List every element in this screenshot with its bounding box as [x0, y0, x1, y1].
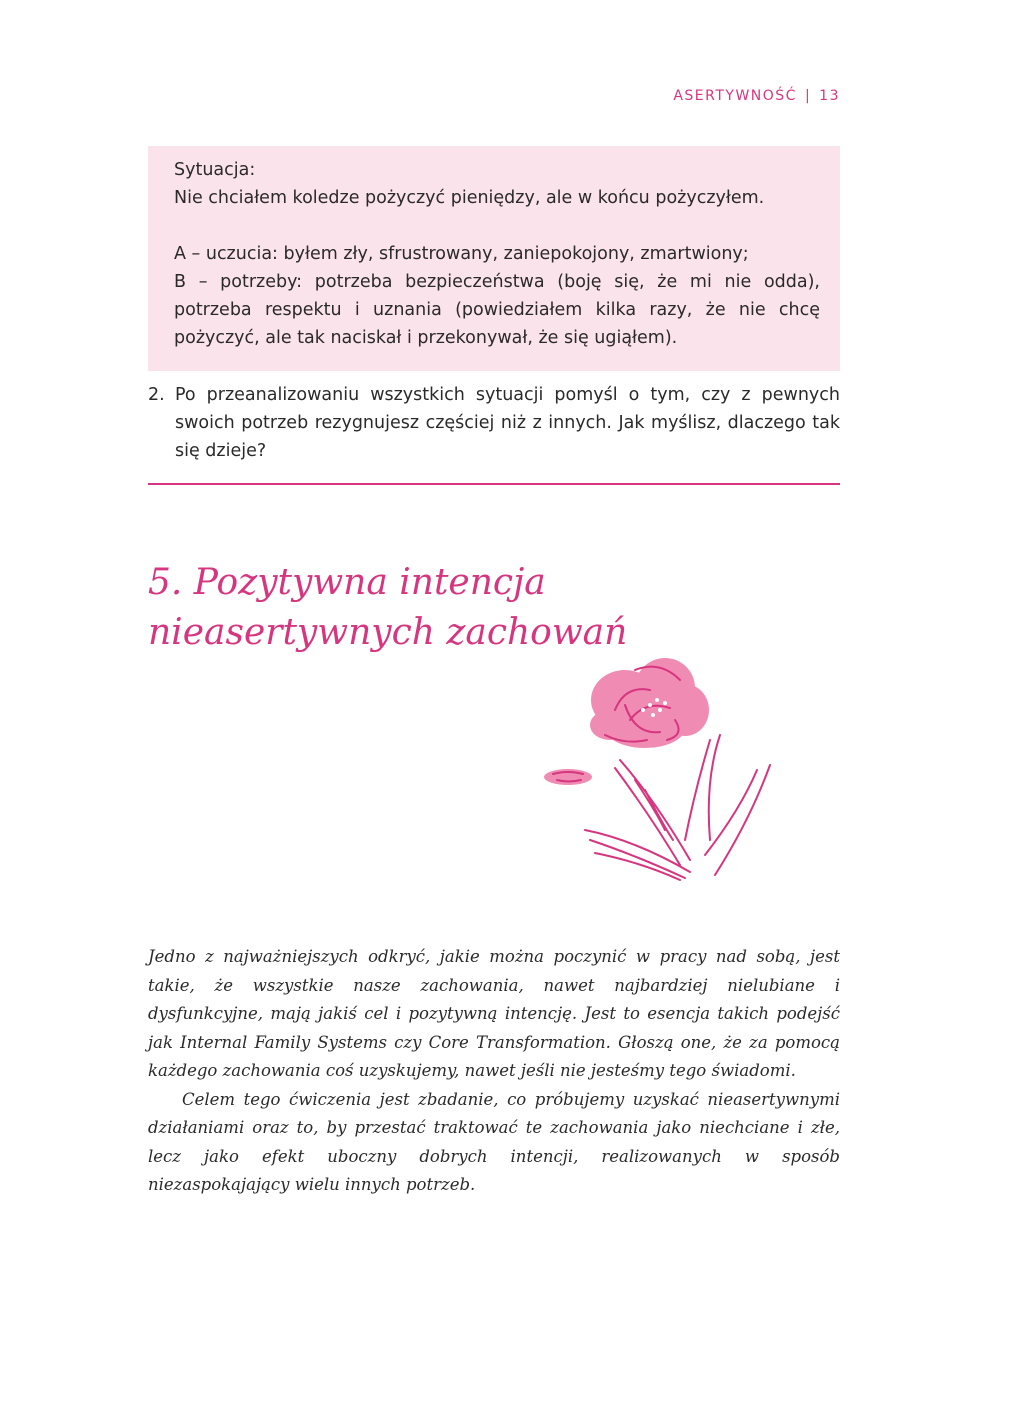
list-item-text: Po przeanalizowaniu wszystkich sytuacji pomyśl o tym, czy z pewnych swoich potrzeb rezygnujesz częściej niż z innych. Jak myślisz, dlaczego tak się dzieje?	[175, 385, 840, 461]
example-box	[148, 146, 840, 371]
running-header	[673, 88, 840, 104]
list-item-2	[148, 381, 840, 465]
page-number: 13	[819, 88, 840, 104]
example-situation: Nie chciałem koledze pożyczyć pieniędzy, ale w końcu pożyczyłem.	[174, 188, 765, 208]
body-text	[148, 943, 840, 1200]
section-divider	[148, 483, 840, 485]
example-feelings: A – uczucia: byłem zły, sfrustrowany, zaniepokojony, zmartwiony;	[174, 244, 749, 264]
flower-illustration	[535, 640, 785, 890]
section-title: 5. Pozytywna intencja nieasertywnych zachowań	[148, 562, 628, 653]
body-paragraph-2: Celem tego ćwiczenia jest zbadanie, co próbujemy uzyskać nieasertywnymi działaniami oraz to, by przestać traktować te zachowania jako niechciane i złe, lecz jako efekt uboczny dobrych intencji, realizowanych w sposób niezaspokajający wielu innych potrzeb.	[148, 1089, 840, 1194]
example-needs: B – potrzeby: potrzeba bezpieczeństwa (boję się, że mi nie odda), potrzeba respektu i uznania (powiedziałem kilka razy, że nie chcę pożyczyć, ale tak naciskał i przekonywał, że się ugiąłem).	[174, 272, 820, 348]
header-section: ASERTYWNOŚĆ	[673, 88, 797, 104]
example-label: Sytuacja:	[174, 160, 256, 180]
header-separator: |	[804, 88, 812, 104]
list-item-number: 2.	[148, 385, 165, 405]
body-paragraph-1: Jedno z najważniejszych odkryć, jakie można poczynić w pracy nad sobą, jest takie, że wszystkie nasze zachowania, nawet najbardziej nielubiane i dysfunkcyjne, mają jakiś cel i pozytywną intencję. Jest to esencja takich podejść jak Internal Family Systems czy Core Transformation. Głoszą one, że za pomocą każdego zachowania coś uzyskujemy, nawet jeśli nie jesteśmy tego świadomi.	[148, 947, 840, 1080]
